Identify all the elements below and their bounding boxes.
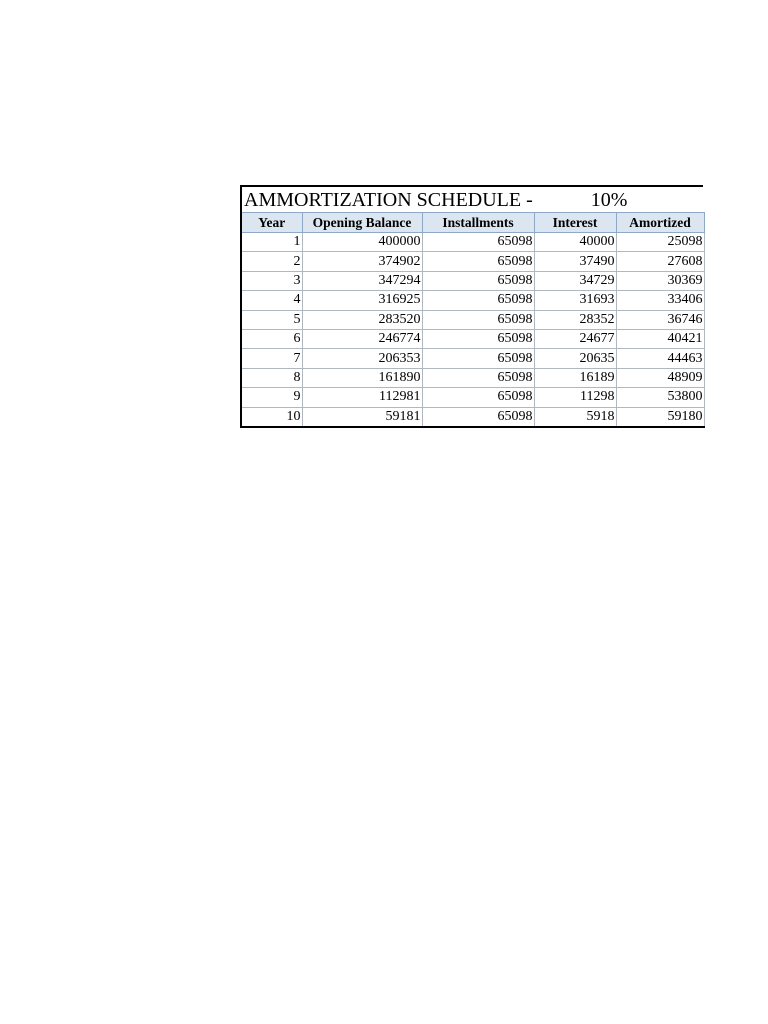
- cell-amortized: 40421: [616, 329, 704, 348]
- amortization-schedule: [240, 185, 703, 428]
- cell-opening-balance: 161890: [302, 368, 422, 387]
- cell-year: 3: [241, 271, 302, 290]
- cell-installments: 65098: [422, 388, 534, 407]
- cell-year: 9: [241, 388, 302, 407]
- cell-amortized: 30369: [616, 271, 704, 290]
- cell-year: 7: [241, 349, 302, 368]
- cell-year: 4: [241, 291, 302, 310]
- table-row: [241, 291, 704, 310]
- table-row: [241, 368, 704, 387]
- cell-interest: 40000: [534, 233, 616, 252]
- cell-interest: 5918: [534, 407, 616, 427]
- cell-opening-balance: 246774: [302, 329, 422, 348]
- cell-year: 2: [241, 252, 302, 271]
- cell-amortized: 25098: [616, 233, 704, 252]
- schedule-table: [240, 212, 705, 428]
- cell-interest: 28352: [534, 310, 616, 329]
- cell-amortized: 59180: [616, 407, 704, 427]
- cell-installments: 65098: [422, 271, 534, 290]
- table-row: [241, 329, 704, 348]
- cell-installments: 65098: [422, 349, 534, 368]
- cell-interest: 31693: [534, 291, 616, 310]
- cell-amortized: 48909: [616, 368, 704, 387]
- cell-amortized: 44463: [616, 349, 704, 368]
- cell-interest: 34729: [534, 271, 616, 290]
- cell-installments: 65098: [422, 368, 534, 387]
- cell-opening-balance: 206353: [302, 349, 422, 368]
- header-row: [241, 213, 704, 233]
- cell-interest: 37490: [534, 252, 616, 271]
- cell-year: 6: [241, 329, 302, 348]
- cell-interest: 16189: [534, 368, 616, 387]
- cell-amortized: 33406: [616, 291, 704, 310]
- cell-year: 1: [241, 233, 302, 252]
- interest-rate: 10%: [590, 188, 628, 211]
- cell-opening-balance: 374902: [302, 252, 422, 271]
- cell-amortized: 53800: [616, 388, 704, 407]
- cell-opening-balance: 283520: [302, 310, 422, 329]
- cell-installments: 65098: [422, 291, 534, 310]
- header-installments: Installments: [422, 213, 534, 233]
- table-row: [241, 271, 704, 290]
- cell-year: 8: [241, 368, 302, 387]
- table-row: [241, 407, 704, 427]
- table-row: [241, 252, 704, 271]
- cell-amortized: 27608: [616, 252, 704, 271]
- cell-opening-balance: 316925: [302, 291, 422, 310]
- cell-opening-balance: 112981: [302, 388, 422, 407]
- header-opening-balance: Opening Balance: [302, 213, 422, 233]
- header-amortized: Amortized: [616, 213, 704, 233]
- cell-installments: 65098: [422, 310, 534, 329]
- table-row: [241, 349, 704, 368]
- schedule-title: AMMORTIZATION SCHEDULE -: [244, 188, 533, 211]
- table-row: [241, 233, 704, 252]
- cell-opening-balance: 59181: [302, 407, 422, 427]
- cell-interest: 20635: [534, 349, 616, 368]
- cell-opening-balance: 400000: [302, 233, 422, 252]
- table-row: [241, 388, 704, 407]
- cell-interest: 24677: [534, 329, 616, 348]
- cell-interest: 11298: [534, 388, 616, 407]
- table-row: [241, 310, 704, 329]
- cell-year: 10: [241, 407, 302, 427]
- cell-year: 5: [241, 310, 302, 329]
- cell-amortized: 36746: [616, 310, 704, 329]
- cell-installments: 65098: [422, 252, 534, 271]
- cell-opening-balance: 347294: [302, 271, 422, 290]
- cell-installments: 65098: [422, 407, 534, 427]
- cell-installments: 65098: [422, 233, 534, 252]
- header-interest: Interest: [534, 213, 616, 233]
- schedule-title-bar: [240, 185, 703, 212]
- header-year: Year: [241, 213, 302, 233]
- cell-installments: 65098: [422, 329, 534, 348]
